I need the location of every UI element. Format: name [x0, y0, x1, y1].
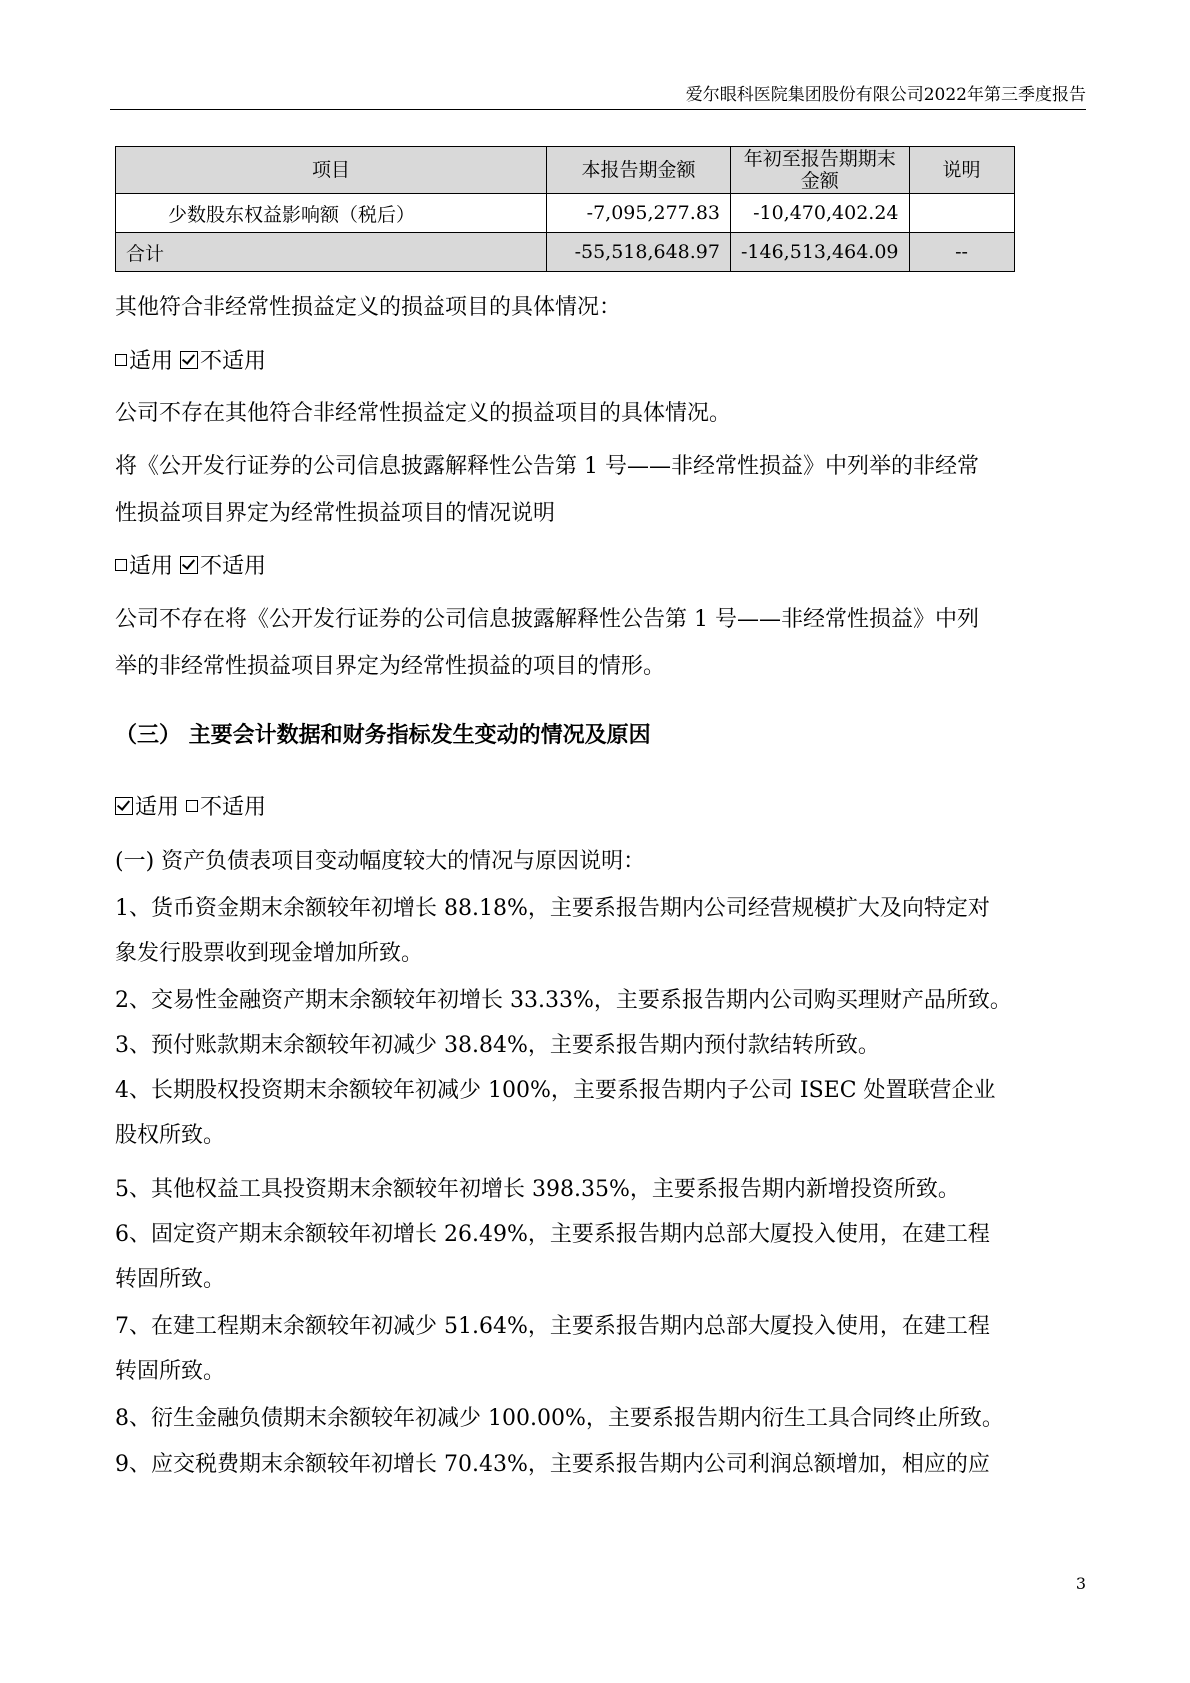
- option-not-applicable-label: 不适用: [200, 349, 267, 374]
- checked-box-icon: [180, 351, 198, 369]
- checked-box-icon: [115, 797, 133, 815]
- list-item: 象发行股票收到现金增加所致。: [115, 941, 424, 966]
- option-line-1: [115, 338, 1085, 385]
- page-number: 3: [1075, 1574, 1086, 1593]
- non-recurring-gains-table: [115, 146, 1015, 272]
- list-item: 4、长期股权投资期末余额较年初减少 100%，主要系报告期内子公司 ISEC 处置联营企业: [115, 1078, 996, 1103]
- row-ytd: -10,470,402.24: [731, 194, 910, 233]
- list-item: 股权所致。: [115, 1123, 226, 1148]
- paragraph-no-reclass-line1: 公司不存在将《公开发行证券的公司信息披露解释性公告第 1 号——非经常性损益》中列: [115, 607, 979, 632]
- paragraph-reclass-line1: 将《公开发行证券的公司信息披露解释性公告第 1 号——非经常性损益》中列举的非经常: [115, 454, 979, 479]
- option-not-applicable-label: 不适用: [200, 554, 267, 579]
- option-line-3: [115, 784, 1085, 831]
- col-header-note: 说明: [909, 147, 1014, 194]
- paragraph-reclass-line2: 性损益项目界定为经常性损益项目的情况说明: [115, 501, 556, 526]
- table-row: [116, 194, 1015, 233]
- row-note: --: [909, 233, 1014, 272]
- row-item: 合计: [116, 233, 547, 272]
- option-not-applicable-label: 不适用: [200, 795, 267, 820]
- option-applicable-label: 适用: [135, 795, 180, 820]
- unchecked-box-icon: [115, 354, 127, 366]
- option-applicable-label: 适用: [129, 554, 174, 579]
- list-item: 2、交易性金融资产期末余额较年初增长 33.33%，主要系报告期内公司购买理财产品所致。: [115, 988, 1012, 1013]
- table-header-row: [116, 147, 1015, 194]
- unchecked-box-icon: [186, 800, 198, 812]
- paragraph-other-items: 其他符合非经常性损益定义的损益项目的具体情况：: [115, 295, 622, 320]
- list-item: 9、应交税费期末余额较年初增长 70.43%，主要系报告期内公司利润总额增加，相应的应: [115, 1452, 990, 1477]
- unchecked-box-icon: [115, 559, 127, 571]
- row-current: -7,095,277.83: [547, 194, 731, 233]
- list-item: 转固所致。: [115, 1359, 226, 1384]
- report-header-title: 爱尔眼科医院集团股份有限公司2022年第三季度报告: [685, 85, 1086, 105]
- row-ytd: -146,513,464.09: [731, 233, 910, 272]
- list-item: 5、其他权益工具投资期末余额较年初增长 398.35%，主要系报告期内新增投资所致。: [115, 1177, 960, 1202]
- list-item: 7、在建工程期末余额较年初减少 51.64%，主要系报告期内总部大厦投入使用，在建工程: [115, 1314, 990, 1339]
- row-note: [909, 194, 1014, 233]
- section-heading: （三） 主要会计数据和财务指标发生变动的情况及原因: [115, 722, 651, 748]
- list-item: 3、预付账款期末余额较年初减少 38.84%，主要系报告期内预付款结转所致。: [115, 1033, 880, 1058]
- col-header-item: 项目: [116, 147, 547, 194]
- option-line-2: [115, 543, 1085, 590]
- row-item: 少数股东权益影响额（税后）: [116, 194, 547, 233]
- list-item: 8、衍生金融负债期末余额较年初减少 100.00%，主要系报告期内衍生工具合同终止所致。: [115, 1406, 1004, 1431]
- paragraph-no-reclass-line2: 举的非经常性损益项目界定为经常性损益的项目的情形。: [115, 654, 666, 679]
- table-row-total: [116, 233, 1015, 272]
- row-current: -55,518,648.97: [547, 233, 731, 272]
- list-item: 6、固定资产期末余额较年初增长 26.49%，主要系报告期内总部大厦投入使用，在建工程: [115, 1222, 990, 1247]
- list-item: 转固所致。: [115, 1267, 226, 1292]
- header-divider: [110, 109, 1086, 110]
- list-item: 1、货币资金期末余额较年初增长 88.18%，主要系报告期内公司经营规模扩大及向特定对: [115, 896, 990, 921]
- option-applicable-label: 适用: [129, 349, 174, 374]
- checked-box-icon: [180, 556, 198, 574]
- col-header-current: 本报告期金额: [547, 147, 731, 194]
- col-header-ytd: 年初至报告期期末金额: [731, 147, 910, 194]
- sub-heading: (一) 资产负债表项目变动幅度较大的情况与原因说明：: [115, 849, 646, 874]
- paragraph-no-other-items: 公司不存在其他符合非经常性损益定义的损益项目的具体情况。: [115, 401, 732, 426]
